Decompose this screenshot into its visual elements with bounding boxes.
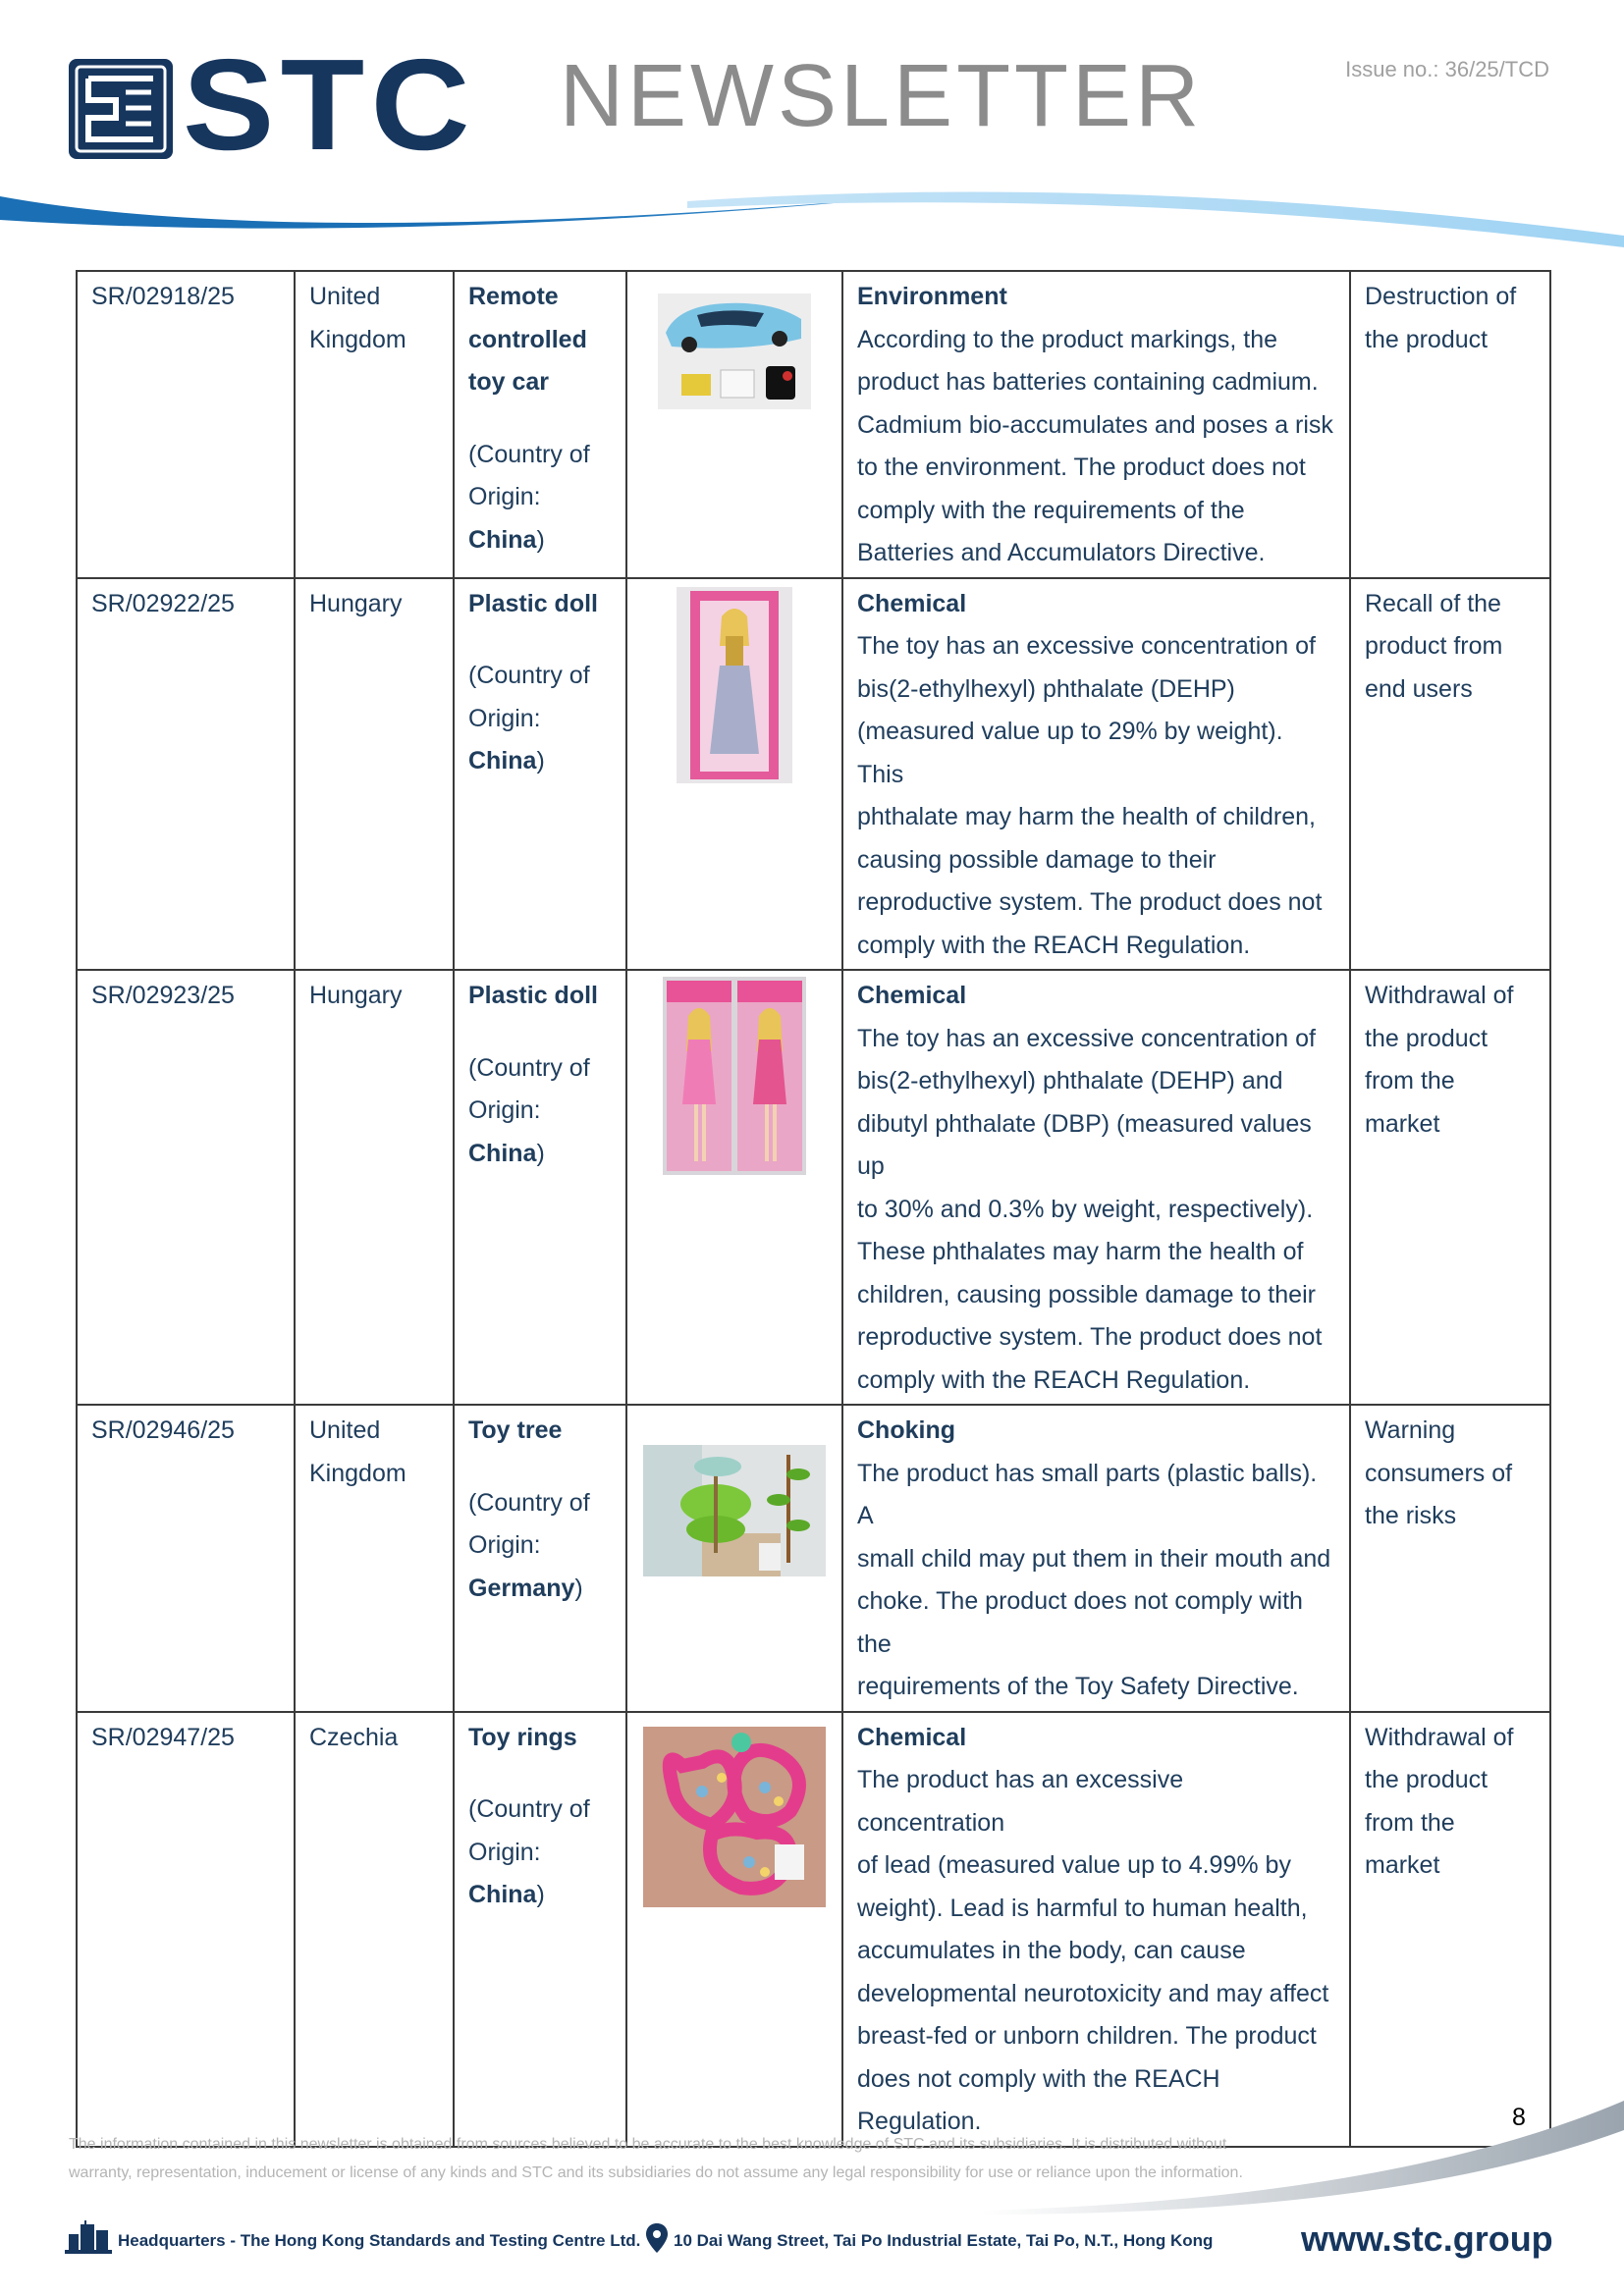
measure-line: end users (1365, 674, 1473, 703)
plastic-doll-photo (677, 587, 792, 783)
country-line: Kingdom (309, 1459, 406, 1487)
country-line: United (309, 283, 381, 310)
country-line: United (309, 1416, 381, 1444)
reference-number: SR/02922/25 (91, 589, 235, 617)
risk-description-line: phthalate may harm the health of children, (857, 803, 1316, 830)
disclaimer (69, 2130, 1345, 2187)
origin-country: China (468, 1139, 537, 1167)
measure-line: the product (1365, 325, 1489, 353)
location-pin-icon (646, 2223, 668, 2253)
two-plastic-dolls-photo (663, 977, 806, 1175)
origin-label: Origin: (468, 1096, 541, 1124)
page-number: 8 (1512, 2104, 1526, 2131)
disclaimer-line: warranty, representation, inducement or license of any kinds and STC and its subsidiaries do not assume any legal responsibility for use or reliance upon the information. (69, 2164, 1243, 2181)
origin-label: (Country of (468, 662, 590, 689)
logo-text: STC (183, 32, 476, 177)
address-label: 10 Dai Wang Street, Tai Po Industrial Estate, Tai Po, N.T., Hong Kong (674, 2231, 1214, 2250)
country-line: Hungary (309, 589, 403, 617)
country-line: Czechia (309, 1723, 399, 1751)
risk-description-line: The product has small parts (plastic balls). A (857, 1459, 1318, 1529)
building-icon (65, 2220, 112, 2254)
photo-cell (626, 1712, 842, 2147)
reference-cell (77, 1712, 295, 2147)
origin-label: Origin: (468, 1531, 541, 1559)
origin-label: Origin: (468, 704, 541, 732)
reference-number: SR/02947/25 (91, 1723, 235, 1751)
risk-description-line: reproductive system. The product does not (857, 888, 1323, 916)
reference-number: SR/02923/25 (91, 982, 235, 1009)
country-cell (295, 970, 454, 1405)
risk-description-line: developmental neurotoxicity and may affect (857, 1979, 1329, 2007)
photo-cell (626, 271, 842, 578)
measure-line: Destruction of (1365, 283, 1517, 310)
disclaimer-line: The information contained in this newsletter is obtained from sources believed to be accurate to the best knowledge of STC and its subsidiaries. It is distributed without (69, 2136, 1227, 2153)
risk-description-line: (measured value up to 29% by weight). This (857, 718, 1283, 788)
measure-cell (1350, 970, 1550, 1405)
photo-cell (626, 578, 842, 971)
origin-label: (Country of (468, 1795, 590, 1823)
origin-country: China (468, 525, 537, 554)
reference-number: SR/02918/25 (91, 283, 235, 310)
measure-line: Recall of the (1365, 589, 1501, 617)
table-row (77, 970, 1550, 1405)
product-recall-table (76, 270, 1551, 2148)
table-row (77, 271, 1550, 578)
table-row (77, 1405, 1550, 1712)
risk-description-line: comply with the REACH Regulation. (857, 931, 1251, 959)
reference-cell (77, 578, 295, 971)
risk-description-line: causing possible damage to their (857, 845, 1217, 874)
risk-description-line: comply with the REACH Regulation. (857, 1365, 1251, 1394)
reference-cell (77, 970, 295, 1405)
measure-line: Withdrawal of (1365, 1723, 1514, 1751)
toy-rings-photo (643, 1727, 826, 1907)
risk-description-line: children, causing possible damage to their (857, 1280, 1316, 1308)
product-name-line: Toy rings (468, 1723, 577, 1751)
measure-line: the product (1365, 1766, 1489, 1793)
risk-cell (842, 970, 1350, 1405)
table-row (77, 578, 1550, 971)
risk-description-line: comply with the requirements of the (857, 496, 1245, 524)
risk-cell (842, 578, 1350, 971)
risk-description-line: The toy has an excessive concentration of (857, 632, 1316, 660)
risk-type: Choking (857, 1416, 955, 1444)
product-name-line: Plastic doll (468, 982, 598, 1009)
origin-country: China (468, 747, 537, 774)
product-name-line: controlled (468, 325, 587, 353)
product-cell: Toy tree (Country of Origin: Germany) (454, 1405, 626, 1712)
issue-number: Issue no.: 36/25/TCD (1345, 57, 1549, 81)
risk-description-line: of lead (measured value up to 4.99% by (857, 1851, 1291, 1879)
risk-description-line: Cadmium bio-accumulates and poses a risk (857, 410, 1333, 439)
measure-line: consumers of (1365, 1459, 1513, 1487)
country-cell (295, 1405, 454, 1712)
photo-cell (626, 1405, 842, 1712)
measure-cell (1350, 1405, 1550, 1712)
risk-description-line: product has batteries containing cadmium. (857, 368, 1319, 396)
product-cell: Toy rings (Country of Origin: China) (454, 1712, 626, 2147)
risk-description-line: These phthalates may harm the health of (857, 1238, 1304, 1265)
risk-type: Chemical (857, 589, 967, 617)
risk-description-line: bis(2-ethylhexyl) phthalate (DEHP) (857, 674, 1235, 703)
risk-description-line: breast-fed or unborn children. The product (857, 2022, 1317, 2050)
measure-line: from the market (1365, 1067, 1455, 1138)
origin-country: Germany (468, 1574, 575, 1602)
origin-label: (Country of (468, 1488, 590, 1517)
risk-description-line: weight). Lead is harmful to human health, (857, 1894, 1308, 1922)
product-name-line: Toy tree (468, 1416, 563, 1444)
origin-label: (Country of (468, 1053, 590, 1082)
photo-cell (626, 970, 842, 1405)
measure-cell (1350, 271, 1550, 578)
origin-label: Origin: (468, 1838, 541, 1866)
risk-description-line: does not comply with the REACH (857, 2064, 1220, 2093)
measure-cell (1350, 578, 1550, 971)
reference-cell (77, 271, 295, 578)
risk-type: Environment (857, 283, 1007, 310)
measure-line: the product (1365, 1024, 1489, 1052)
risk-description-line: The toy has an excessive concentration of (857, 1024, 1316, 1052)
risk-description-line: choke. The product does not comply with the (857, 1587, 1303, 1658)
risk-type: Chemical (857, 982, 967, 1009)
product-name-line: Remote (468, 283, 559, 310)
country-cell (295, 578, 454, 971)
product-name-line: Plastic doll (468, 589, 598, 617)
origin-label: (Country of (468, 440, 590, 468)
risk-type: Chemical (857, 1723, 967, 1751)
measure-line: from the market (1365, 1808, 1455, 1879)
risk-description-line: to the environment. The product does not (857, 454, 1306, 481)
table-row (77, 1712, 1550, 2147)
risk-description-line: dibutyl phthalate (DBP) (measured values up (857, 1109, 1312, 1180)
risk-description-line: small child may put them in their mouth and (857, 1544, 1331, 1573)
measure-line: product from (1365, 632, 1503, 660)
reference-cell (77, 1405, 295, 1712)
risk-description-line: Regulation. (857, 2108, 982, 2135)
risk-cell (842, 1405, 1350, 1712)
country-line: Hungary (309, 982, 403, 1009)
header-swoosh-decoration (0, 177, 1624, 265)
product-cell: Plastic doll (Country of Origin: China) (454, 578, 626, 971)
risk-cell (842, 271, 1350, 578)
origin-label: Origin: (468, 483, 541, 510)
country-line: Kingdom (309, 325, 406, 353)
risk-description-line: accumulates in the body, can cause (857, 1937, 1246, 1964)
product-cell: Remote controlled toy car (Country of Origin: China) (454, 271, 626, 578)
toy-tree-photo (643, 1445, 826, 1576)
risk-description-line: According to the product markings, the (857, 325, 1278, 353)
measure-line: Withdrawal of (1365, 982, 1514, 1009)
origin-country: China (468, 1881, 537, 1908)
risk-description-line: bis(2-ethylhexyl) phthalate (DEHP) and (857, 1067, 1283, 1095)
risk-description-line: reproductive system. The product does not (857, 1323, 1323, 1351)
product-name-line: toy car (468, 368, 549, 396)
measure-line: the risks (1365, 1502, 1457, 1529)
remote-control-toy-car-photo (658, 294, 811, 409)
product-cell: Plastic doll (Country of Origin: China) (454, 970, 626, 1405)
risk-description-line: requirements of the Toy Safety Directive. (857, 1673, 1299, 1700)
risk-description-line: The product has an excessive concentration (857, 1766, 1184, 1837)
reference-number: SR/02946/25 (91, 1416, 235, 1444)
risk-description-line: to 30% and 0.3% by weight, respectively). (857, 1195, 1314, 1223)
measure-cell (1350, 1712, 1550, 2147)
country-cell (295, 271, 454, 578)
risk-description-line: Batteries and Accumulators Directive. (857, 539, 1266, 566)
measure-line: Warning (1365, 1416, 1456, 1444)
risk-cell (842, 1712, 1350, 2147)
website-link[interactable]: www.stc.group (1301, 2218, 1553, 2259)
stc-logo-icon (67, 57, 175, 161)
country-cell (295, 1712, 454, 2147)
newsletter-title: NEWSLETTER (560, 47, 1204, 145)
headquarters-label: Headquarters - The Hong Kong Standards and Testing Centre Ltd. (118, 2231, 641, 2250)
